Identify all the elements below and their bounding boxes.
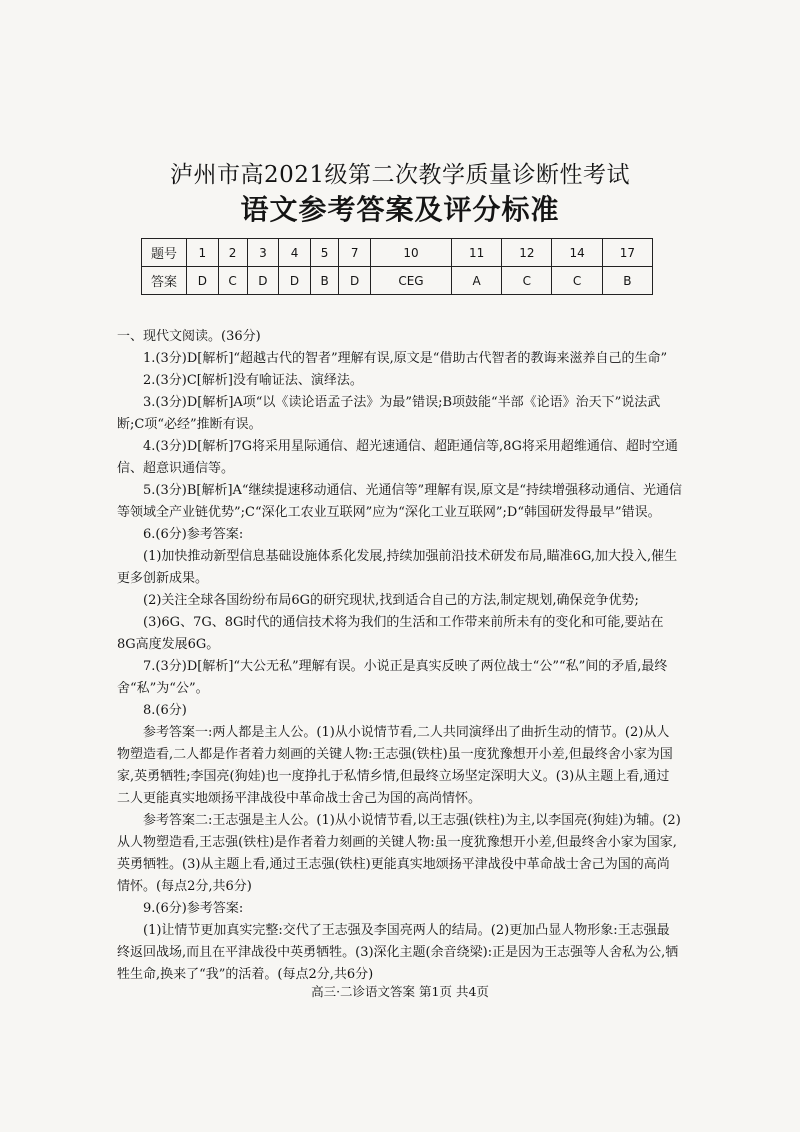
answer-paragraph: (2)关注全球各国纷纷布局6G的研究现状,找到适合自己的方法,制定规划,确保竞争优势;: [143, 593, 639, 608]
row-label-question: 题号: [142, 239, 187, 267]
answer-cell: CEG: [370, 267, 451, 295]
question-number-cell: 5: [310, 239, 338, 267]
answer-cell: D: [339, 267, 371, 295]
answer-explanations: [117, 326, 682, 986]
answer-paragraph: (1)让情节更加真实完整:交代了王志强及李国亮两人的结局。(2)更加凸显人物形象:王志强最终返回战场,而且在平津战役中英勇牺牲。(3)深化主题(余音绕梁):正是因为王志强等人舍私为公,牺牲生命,换来了“我”的活着。(每点2分,共6分): [117, 923, 679, 982]
answer-cell: A: [452, 267, 502, 295]
answer-cell: B: [602, 267, 652, 295]
question-number-cell: 14: [552, 239, 602, 267]
answer-paragraph: 5.(3分)B[解析]A“继续提速移动通信、光通信等”理解有误,原文是“持续增强移动通信、光通信等领域全产业链优势”;C“深化工农业互联网”应为“深化工业互联网”;D“韩国研发得最早”错误。: [117, 483, 682, 520]
question-number-cell: 12: [502, 239, 552, 267]
answer-paragraph: (3)6G、7G、8G时代的通信技术将为我们的生活和工作带来前所未有的变化和可能,要站在8G高度发展6G。: [117, 615, 664, 652]
question-number-cell: 17: [602, 239, 652, 267]
question-number-row: [142, 239, 653, 267]
question-number-cell: 2: [218, 239, 247, 267]
exam-title: 泸州市高2021级第二次教学质量诊断性考试: [169, 162, 631, 188]
answer-paragraph: 1.(3分)D[解析]“超越古代的智者”理解有误,原文是“借助古代智者的教诲来滋养自己的生命”: [143, 351, 668, 366]
question-number-cell: 7: [339, 239, 371, 267]
question-number-cell: 10: [370, 239, 451, 267]
answer-key-title: 语文参考答案及评分标准: [240, 193, 560, 226]
answer-cell: C: [218, 267, 247, 295]
question-number-cell: 1: [187, 239, 219, 267]
answer-cell: D: [279, 267, 311, 295]
answer-paragraph: 一、现代文阅读。(36分): [117, 329, 261, 344]
answer-row: [142, 267, 653, 295]
page-footer: 高三·二诊语文答案 第1页 共4页: [311, 984, 489, 999]
answer-paragraph: 参考答案二:王志强是主人公。(1)从小说情节看,以王志强(铁柱)为主,以李国亮(狗娃)为辅。(2)从人物塑造看,王志强(铁柱)是作者着力刻画的关键人物:虽一度犹豫想开小差,但最终舍小家为国家,英勇牺牲。(3)从主题上看,通过王志强(铁柱)更能真实地颂扬平津战役中革命战士舍己为国的高尚情怀。(每点2分,共6分): [117, 813, 681, 894]
question-number-cell: 3: [247, 239, 279, 267]
row-label-answer: 答案: [142, 267, 187, 295]
answer-table: [141, 238, 653, 295]
question-number-cell: 4: [279, 239, 311, 267]
question-number-cell: 11: [452, 239, 502, 267]
answer-paragraph: 3.(3分)D[解析]A项“以《读论语孟子法》为最”错误;B项鼓能“半部《论语》治天下”说法武断;C项“必经”推断有误。: [117, 395, 661, 432]
answer-cell: C: [502, 267, 552, 295]
answer-paragraph: 参考答案一:两人都是主人公。(1)从小说情节看,二人共同演绎出了曲折生动的情节。(2)从人物塑造看,二人都是作者着力刻画的关键人物:王志强(铁柱)虽一度犹豫想开小差,但最终舍小家为国家,英勇牺牲;李国亮(狗娃)也一度挣扎于私情乡情,但最终立场坚定深明大义。(3)从主题上看,通过二人更能真实地颂扬平津战役中革命战士舍己为国的高尚情怀。: [117, 725, 673, 806]
answer-paragraph: (1)加快推动新型信息基础设施体系化发展,持续加强前沿技术研发布局,瞄准6G,加大投入,催生更多创新成果。: [117, 549, 678, 586]
answer-paragraph: 6.(6分)参考答案:: [143, 527, 244, 542]
answer-cell: C: [552, 267, 602, 295]
answer-paragraph: 2.(3分)C[解析]没有喻证法、演绎法。: [143, 373, 363, 388]
answer-paragraph: 4.(3分)D[解析]7G将采用星际通信、超光速通信、超距通信等,8G将采用超维通信、超时空通信、超意识通信等。: [117, 439, 678, 476]
answer-cell: D: [187, 267, 219, 295]
answer-cell: B: [310, 267, 338, 295]
answer-paragraph: 9.(6分)参考答案:: [143, 901, 244, 916]
answer-cell: D: [247, 267, 279, 295]
answer-paragraph: 7.(3分)D[解析]“大公无私”理解有误。小说正是真实反映了两位战士“公”“私”间的矛盾,最终舍“私”为“公”。: [117, 659, 668, 696]
answer-paragraph: 8.(6分): [143, 703, 187, 718]
